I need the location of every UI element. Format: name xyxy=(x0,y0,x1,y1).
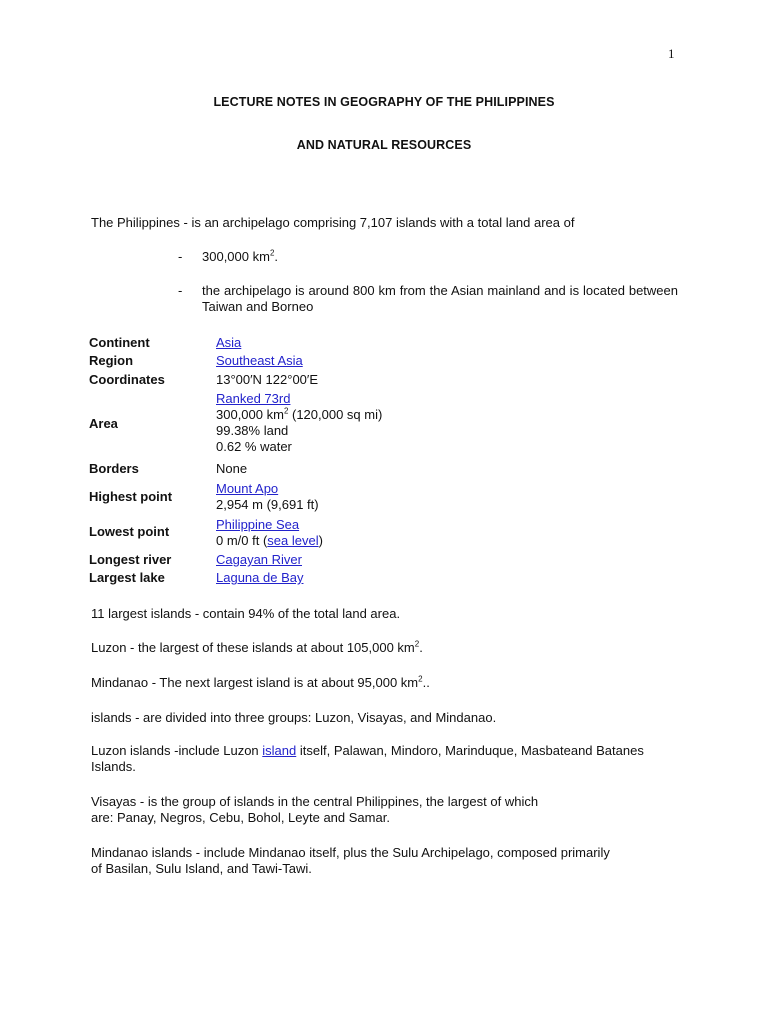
page-number: 1 xyxy=(668,46,675,61)
bullet-text-2: the archipelago is around 800 km from the Asian mainland and is located between Taiwan and Borneo xyxy=(202,283,678,314)
paragraph-largest-islands: 11 largest islands - contain 94% of the total land area. xyxy=(91,606,401,621)
document-title-line-2: AND NATURAL RESOURCES xyxy=(296,138,472,152)
paragraph-luzon-islands: Luzon islands -include Luzon island itself, Palawan, Mindoro, Marinduque, Masbateand Batanes Islands. xyxy=(91,743,644,774)
island-link[interactable]: island xyxy=(262,743,297,758)
highest-point-label: Highest point xyxy=(89,489,173,504)
cagayan-river-link[interactable]: Cagayan River xyxy=(216,552,302,567)
lowest-point-label: Lowest point xyxy=(89,524,170,539)
lowest-point-value: Philippine Sea 0 m/0 ft (sea level) xyxy=(216,517,323,548)
intro-paragraph: The Philippines - is an archipelago comprising 7,107 islands with a total land area of xyxy=(91,215,575,230)
paragraph-island-groups: islands - are divided into three groups: Luzon, Visayas, and Mindanao. xyxy=(91,710,497,725)
paragraph-visayas: Visayas - is the group of islands in the central Philippines, the largest of which are: Panay, Negros, Cebu, Bohol, Leyte and Samar. xyxy=(91,794,539,825)
sea-level-link[interactable]: sea level xyxy=(267,533,319,548)
coordinates-label: Coordinates xyxy=(89,372,165,387)
philippine-sea-link[interactable]: Philippine Sea xyxy=(216,517,300,532)
region-link[interactable]: Southeast Asia xyxy=(216,353,303,368)
bullet-text-1: 300,000 $km^2$. xyxy=(202,248,279,264)
bullet-dash-1: - xyxy=(178,249,183,264)
laguna-de-bay-link[interactable]: Laguna de Bay xyxy=(216,570,304,585)
continent-label: Continent xyxy=(89,335,150,350)
document-title-line-1: LECTURE NOTES IN GEOGRAPHY OF THE PHILIPPINES xyxy=(213,95,555,109)
mount-apo-link[interactable]: Mount Apo xyxy=(216,481,279,496)
largest-lake-label: Largest lake xyxy=(89,570,165,585)
area-label: Area xyxy=(89,416,118,431)
highest-point-value: Mount Apo 2,954 m (9,691 ft) xyxy=(216,481,319,512)
region-label: Region xyxy=(89,353,134,368)
borders-label: Borders xyxy=(89,461,139,476)
paragraph-luzon: Luzon - the largest of these islands at about 105,000 $km^2$. xyxy=(91,639,423,655)
coordinates-value: 13°00′N 122°00′E xyxy=(216,372,319,387)
bullet-dash-2: - xyxy=(178,283,183,298)
borders-value: None xyxy=(216,461,248,476)
area-rank-link[interactable]: Ranked 73rd xyxy=(216,391,291,406)
paragraph-mindanao: Mindanao - The next largest island is at about 95,000 $km^2$.. xyxy=(91,674,430,690)
longest-river-label: Longest river xyxy=(89,552,172,567)
continent-link[interactable]: Asia xyxy=(216,335,242,350)
area-value: Ranked 73rd 300,000 $km^2$ (120,000 sq mi) 99.38% land 0.62 % water xyxy=(216,391,383,454)
paragraph-mindanao-islands: Mindanao islands - include Mindanao itself, plus the Sulu Archipelago, composed primarily of Basilan, Sulu Island, and Tawi-Tawi. xyxy=(91,845,610,876)
